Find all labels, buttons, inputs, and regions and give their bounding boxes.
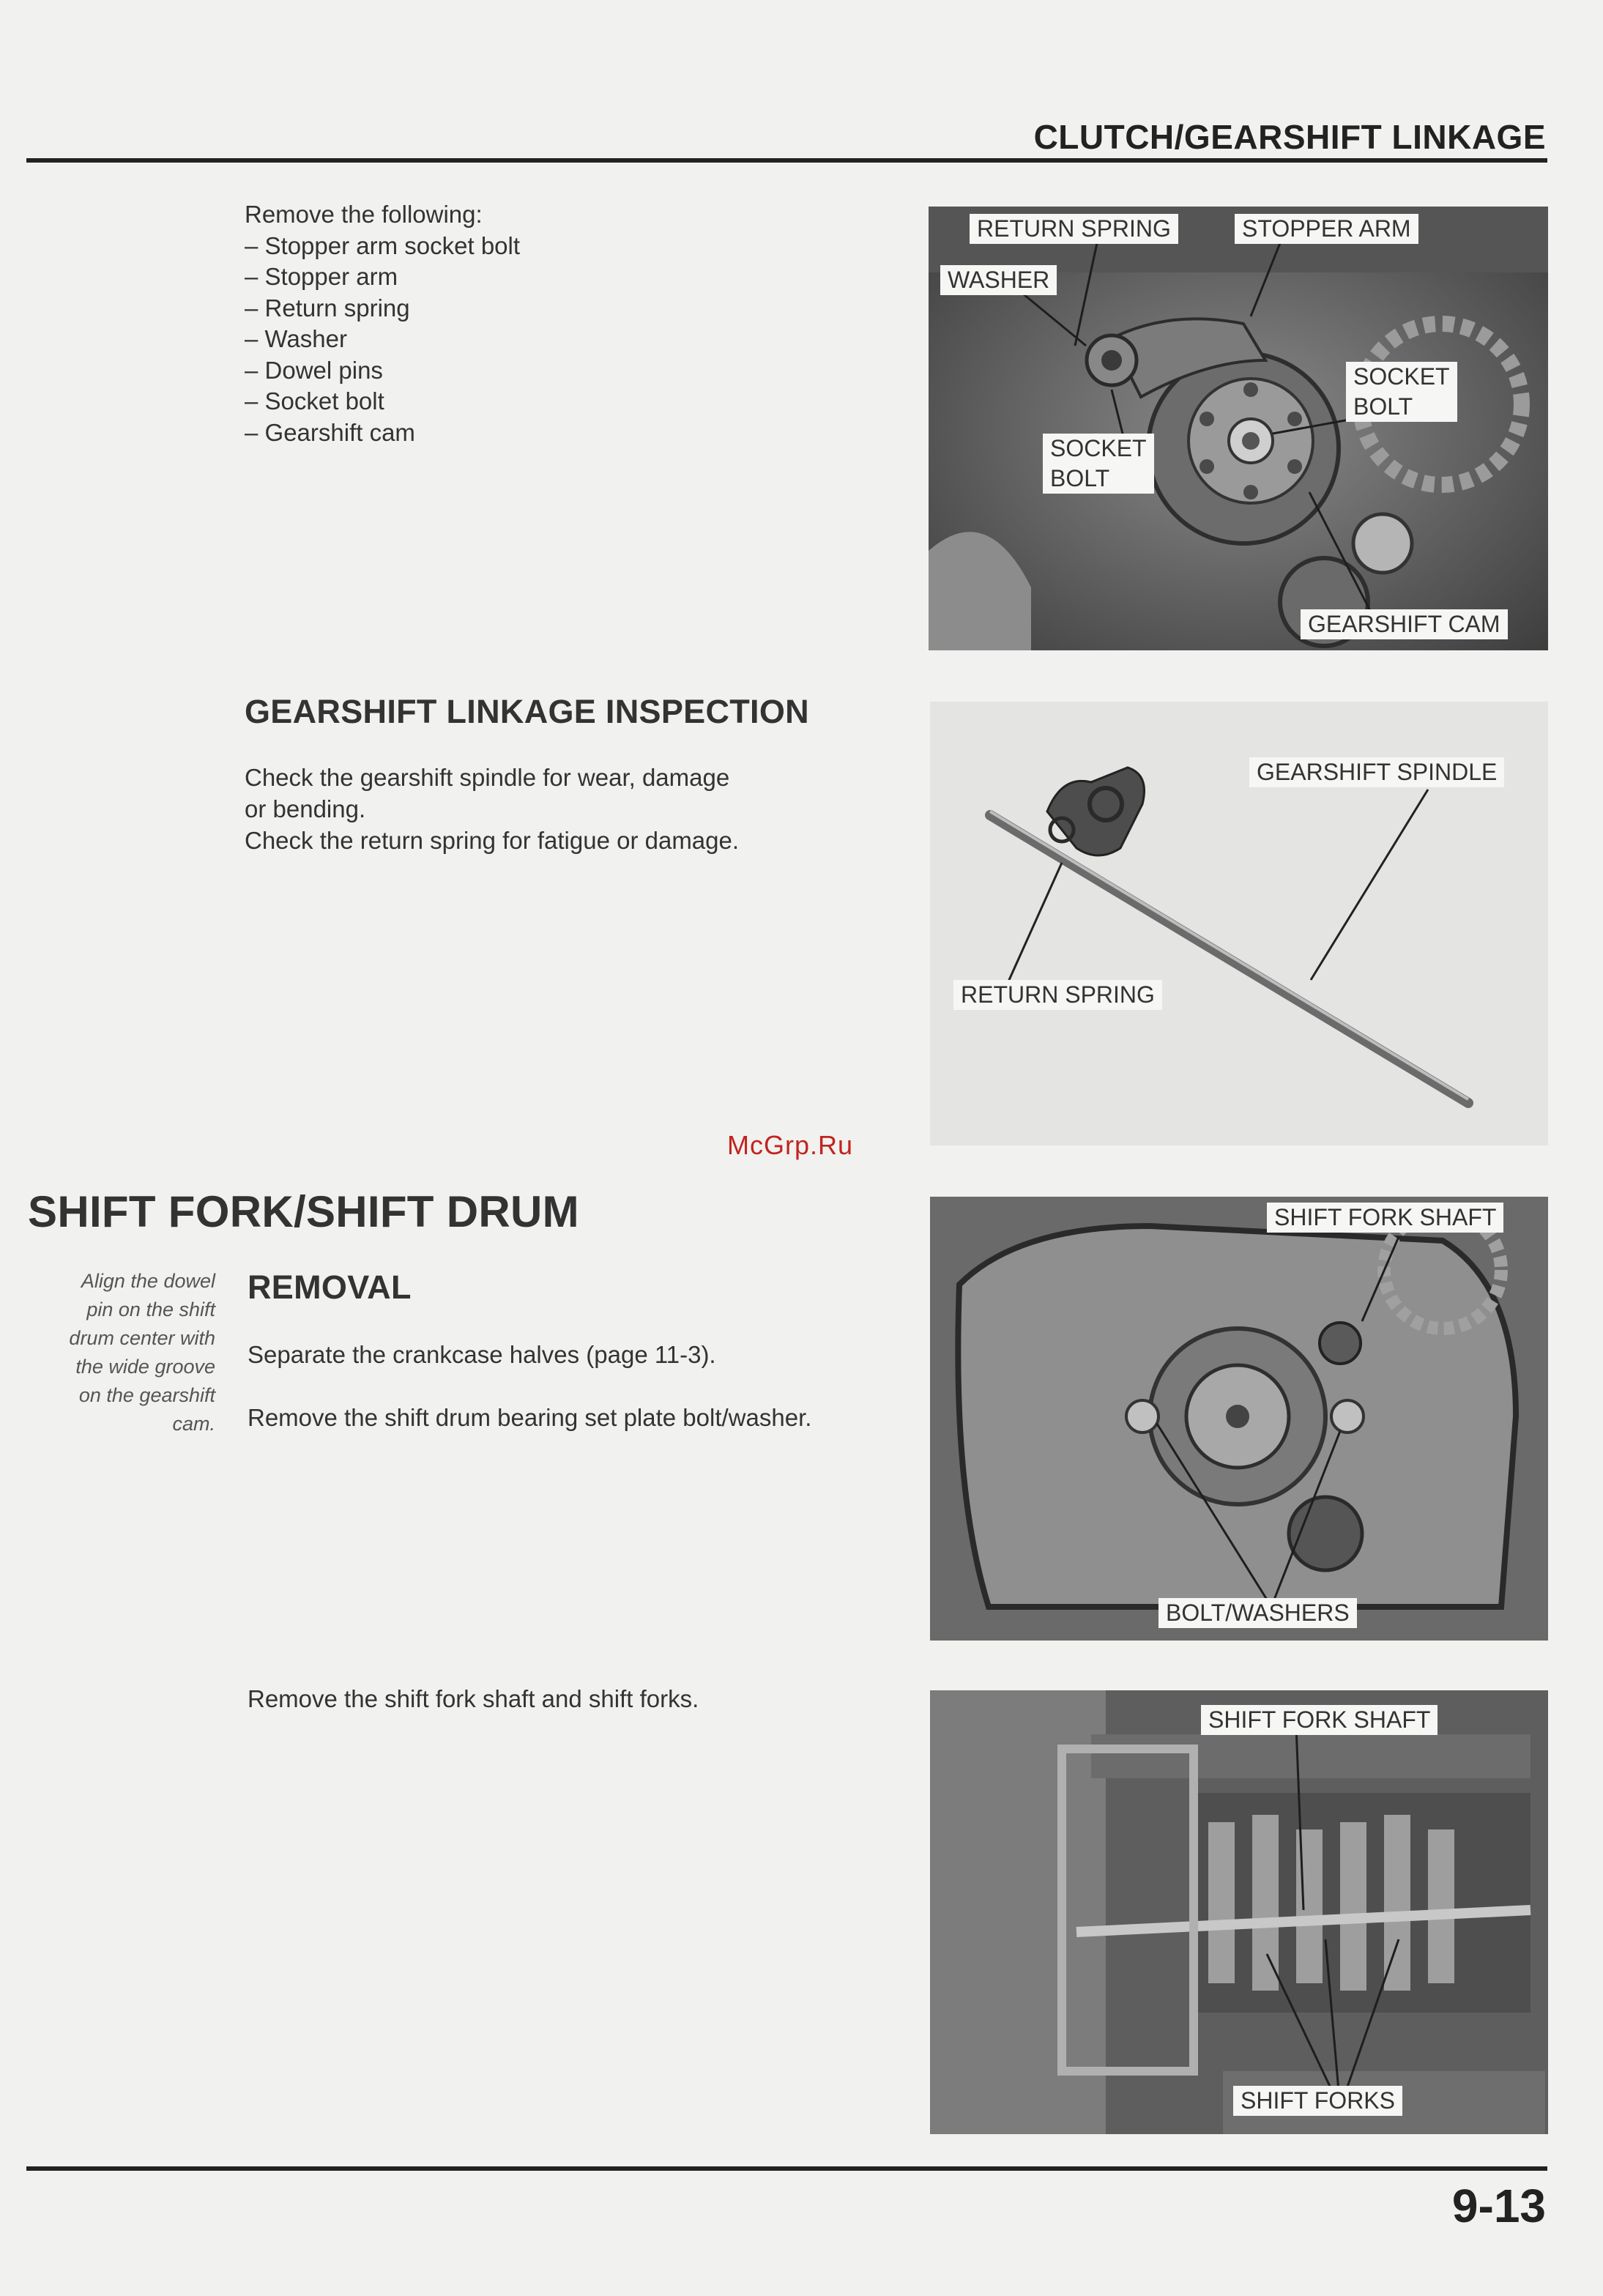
watermark: McGrp.Ru xyxy=(727,1130,854,1160)
figure-shift-forks-photo xyxy=(930,1690,1548,2134)
transmission-photo-illustration xyxy=(930,1690,1548,2134)
removal-list-intro: Remove the following: xyxy=(245,201,483,228)
removal-step-3: Remove the shift fork shaft and shift forks. xyxy=(248,1685,699,1712)
callout-line: BOLT xyxy=(1353,393,1413,420)
list-item: – Stopper arm socket bolt xyxy=(245,231,521,259)
removal-step-1: Separate the crankcase halves (page 11-3). xyxy=(248,1341,716,1368)
footer-rule xyxy=(26,2166,1547,2171)
callout-return-spring: RETURN SPRING xyxy=(970,214,1178,244)
list-item: – Socket bolt xyxy=(245,387,384,415)
callout-line: SOCKET xyxy=(1353,363,1450,390)
section-header-title: CLUTCH/GEARSHIFT LINKAGE xyxy=(1033,118,1546,156)
note-line: pin on the shift xyxy=(86,1299,215,1320)
list-item: – Return spring xyxy=(245,294,410,322)
callout-shift-fork-shaft: SHIFT FORK SHAFT xyxy=(1267,1203,1503,1233)
list-item: – Gearshift cam xyxy=(245,418,415,446)
list-item: – Washer xyxy=(245,325,347,352)
header-rule xyxy=(26,158,1547,163)
list-item: – Stopper arm xyxy=(245,263,398,290)
removal-heading: REMOVAL xyxy=(248,1268,412,1306)
figure-bolt-washers-photo xyxy=(930,1197,1548,1641)
callout-shift-forks: SHIFT FORKS xyxy=(1233,2086,1402,2116)
callout-gearshift-cam: GEARSHIFT CAM xyxy=(1301,609,1508,639)
callout-bolt-washers: BOLT/WASHERS xyxy=(1158,1598,1357,1628)
callout-stopper-arm: STOPPER ARM xyxy=(1235,214,1418,244)
note-line: on the gearshift xyxy=(78,1384,215,1406)
note-line: drum center with xyxy=(69,1327,215,1349)
page-number: 9-13 xyxy=(1451,2180,1546,2232)
callout-gearshift-spindle: GEARSHIFT SPINDLE xyxy=(1249,757,1504,787)
callout-return-spring: RETURN SPRING xyxy=(953,980,1162,1010)
inspection-text xyxy=(245,762,739,856)
callout-line: BOLT xyxy=(1050,465,1110,491)
removal-list xyxy=(245,199,520,448)
note-line: the wide groove xyxy=(75,1356,215,1378)
paragraph-line: Check the return spring for fatigue or damage. xyxy=(245,827,740,854)
section-title: SHIFT FORK/SHIFT DRUM xyxy=(28,1187,579,1236)
callout-washer: WASHER xyxy=(940,265,1057,295)
callout-shift-fork-shaft: SHIFT FORK SHAFT xyxy=(1201,1705,1438,1735)
list-item: – Dowel pins xyxy=(245,356,383,384)
figure-gearshift-spindle-photo xyxy=(930,702,1548,1145)
crankcase-photo-illustration xyxy=(930,1197,1548,1641)
inspection-heading: GEARSHIFT LINKAGE INSPECTION xyxy=(245,693,809,730)
paragraph-line: or bending. xyxy=(245,795,366,822)
note-line: Align the dowel xyxy=(81,1270,215,1292)
note-line: cam. xyxy=(172,1413,215,1435)
side-note xyxy=(29,1267,215,1438)
figure-stopper-arm-photo xyxy=(929,207,1548,650)
callout-line: SOCKET xyxy=(1050,435,1147,461)
callout-socket-bolt-right xyxy=(1346,362,1457,422)
callout-socket-bolt-left xyxy=(1043,434,1154,494)
paragraph-line: Check the gearshift spindle for wear, damage xyxy=(245,764,730,791)
removal-step-2: Remove the shift drum bearing set plate bolt/washer. xyxy=(248,1404,812,1431)
